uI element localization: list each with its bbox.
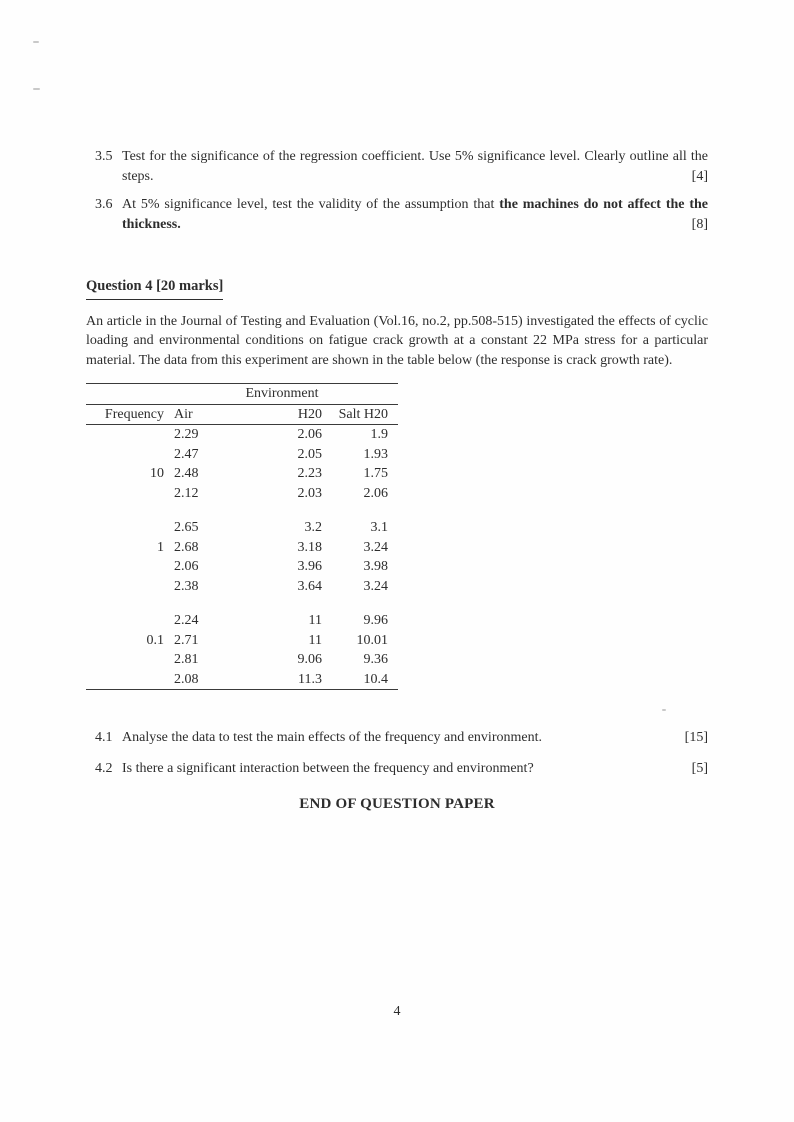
table-cell bbox=[86, 445, 166, 465]
table-cell: 2.38 bbox=[174, 578, 199, 594]
question-3-items bbox=[86, 147, 708, 234]
table-cell: 3.24 bbox=[363, 578, 388, 594]
question-item-3-6 bbox=[86, 195, 708, 234]
table-cell: 11 bbox=[308, 632, 322, 648]
table-cell: 2.12 bbox=[174, 485, 199, 501]
table-cell: 9.96 bbox=[363, 613, 388, 628]
table-cell: 2.06 bbox=[297, 427, 322, 442]
table-cell: 1.9 bbox=[370, 427, 388, 442]
scan-artifact bbox=[662, 709, 666, 711]
scan-artifact bbox=[33, 41, 39, 43]
table-cell: 2.23 bbox=[297, 466, 322, 481]
item-number: 3.5 bbox=[95, 149, 113, 164]
table-cell: 2.06 bbox=[363, 485, 388, 501]
table-row bbox=[86, 557, 398, 577]
table-cell: 3.24 bbox=[363, 539, 388, 555]
question-item-4-1 bbox=[86, 728, 708, 748]
table-cell bbox=[86, 557, 166, 577]
table-cell: 3.96 bbox=[297, 559, 322, 574]
table-cell: 3.64 bbox=[297, 578, 322, 594]
table-span-header-row bbox=[86, 384, 398, 405]
table-group-spacer bbox=[86, 503, 398, 518]
table-cell bbox=[86, 577, 166, 597]
marks-badge: [5] bbox=[691, 760, 708, 776]
table-cell: 3.18 bbox=[297, 539, 322, 555]
table-cell: 2.68 bbox=[174, 539, 199, 555]
marks-badge: [15] bbox=[684, 730, 708, 745]
table-cell: 3.2 bbox=[304, 520, 322, 535]
table-cell: 1.93 bbox=[363, 446, 388, 462]
question-4-heading: Question 4 [20 marks] bbox=[86, 277, 708, 300]
table-cell: 1 bbox=[157, 539, 164, 555]
table-cell: 10.01 bbox=[356, 632, 388, 648]
table-row bbox=[86, 464, 398, 484]
question-item-4-2 bbox=[86, 759, 708, 779]
marks-badge: [4] bbox=[691, 168, 708, 184]
marks-badge: [8] bbox=[691, 216, 708, 232]
table-cell bbox=[86, 518, 166, 538]
table-cell: 11 bbox=[308, 613, 322, 628]
table-cell: 9.06 bbox=[297, 652, 322, 667]
table-cell bbox=[86, 611, 166, 631]
item-text: . bbox=[177, 216, 181, 232]
column-header-salt-h20: Salt H20 bbox=[322, 404, 398, 425]
column-header-h20: H20 bbox=[266, 404, 322, 425]
table-row bbox=[86, 484, 398, 504]
item-text: Test for the significance of the regression coefficient. Use 5% significance level. Clearly outline all the steps. bbox=[122, 149, 708, 184]
item-number: 3.6 bbox=[95, 197, 113, 212]
table-row bbox=[86, 670, 398, 690]
table-cell: 2.48 bbox=[174, 466, 199, 481]
table-cell: 2.47 bbox=[174, 446, 199, 462]
table-cell: 3.1 bbox=[370, 520, 388, 535]
table-row bbox=[86, 631, 398, 651]
table-cell bbox=[86, 484, 166, 504]
page-number: 4 bbox=[393, 1004, 401, 1019]
environment-span-header: Environment bbox=[166, 384, 398, 405]
table-cell: 11.3 bbox=[298, 671, 322, 687]
table-group-spacer bbox=[86, 596, 398, 611]
table-cell: 2.05 bbox=[297, 446, 322, 462]
item-number: 4.1 bbox=[95, 730, 113, 745]
table-cell: 2.71 bbox=[174, 632, 199, 648]
table-cell: 3.98 bbox=[363, 559, 388, 574]
crack-growth-table bbox=[86, 383, 398, 690]
crack-table-body bbox=[86, 425, 398, 690]
item-text: At 5% significance level, test the validity of the assumption that bbox=[122, 197, 500, 212]
item-text: Is there a significant interaction between the frequency and environment? bbox=[122, 760, 534, 776]
table-cell: 2.06 bbox=[174, 559, 199, 574]
table-cell: 2.24 bbox=[174, 613, 199, 628]
item-number: 4.2 bbox=[95, 760, 113, 776]
scan-artifact bbox=[33, 88, 40, 90]
column-header-air: Air bbox=[166, 404, 266, 425]
item-text-bold: the machines do not affect the the thickness bbox=[122, 197, 709, 232]
table-column-header-row bbox=[86, 404, 398, 425]
table-row bbox=[86, 650, 398, 670]
question-4-intro: An article in the Journal of Testing and Evaluation (Vol.16, no.2, pp.508-515) investigated the effects of cyclic loading and environmental conditions on fatigue crack growth at a constant 22 MPa stress for a particular material. The data from this experiment are shown in the table below (the response is crack growth rate). bbox=[86, 313, 708, 368]
question-4-subquestions bbox=[86, 728, 708, 778]
table-cell: 2.08 bbox=[174, 671, 199, 687]
table-row bbox=[86, 518, 398, 538]
item-text: Analyse the data to test the main effects of the frequency and environment. bbox=[122, 730, 542, 745]
table-cell bbox=[86, 650, 166, 670]
table-cell: 2.29 bbox=[174, 427, 199, 442]
table-cell: 1.75 bbox=[363, 466, 388, 481]
column-header-frequency: Frequency bbox=[86, 404, 166, 425]
end-of-paper-text: END OF QUESTION PAPER bbox=[299, 796, 495, 812]
table-cell: 0.1 bbox=[146, 632, 164, 648]
table-row bbox=[86, 611, 398, 631]
table-row bbox=[86, 445, 398, 465]
question-item-3-5 bbox=[86, 147, 708, 186]
table-cell bbox=[86, 670, 166, 690]
table-row bbox=[86, 577, 398, 597]
table-cell bbox=[86, 425, 166, 445]
table-cell: 2.81 bbox=[174, 652, 199, 667]
table-cell: 9.36 bbox=[363, 652, 388, 667]
table-cell: 10.4 bbox=[363, 671, 388, 687]
table-cell: 10 bbox=[150, 466, 164, 481]
table-row bbox=[86, 425, 398, 445]
table-cell: 2.03 bbox=[297, 485, 322, 501]
table-row bbox=[86, 538, 398, 558]
table-cell: 2.65 bbox=[174, 520, 199, 535]
